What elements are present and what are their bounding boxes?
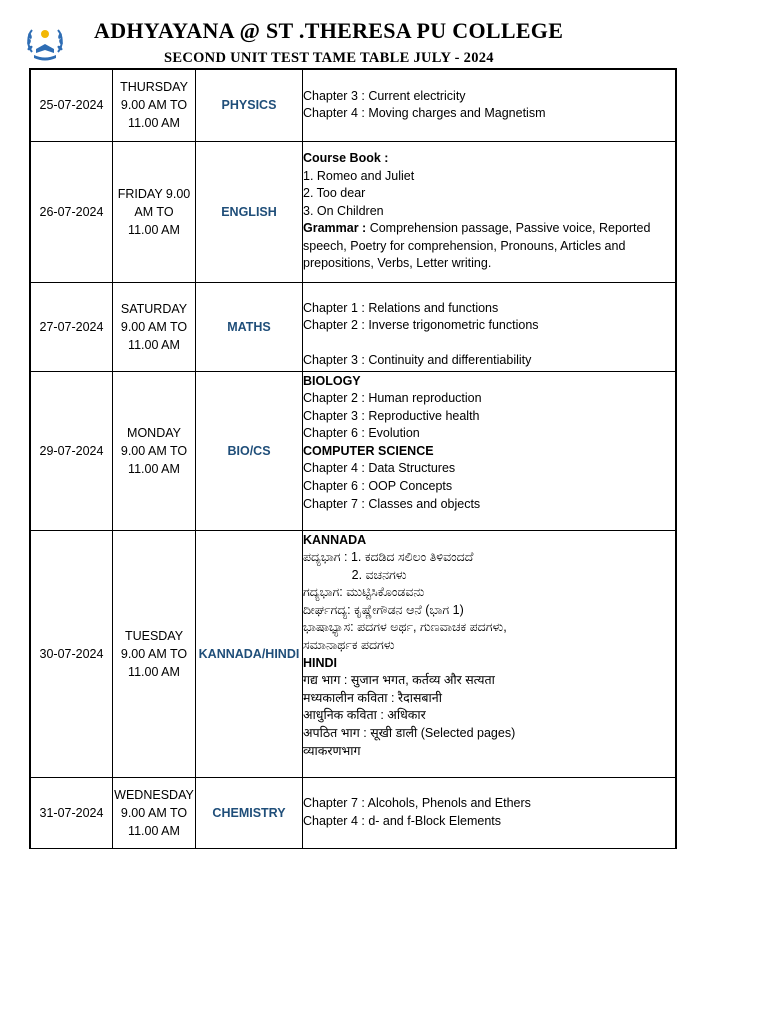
sun-icon bbox=[41, 30, 49, 38]
time-label: 9.00 AM TO bbox=[120, 646, 188, 661]
college-logo bbox=[24, 22, 66, 64]
timetable bbox=[29, 68, 677, 849]
syllabus-line: Chapter 4 : Data Structures bbox=[303, 461, 456, 476]
syllabus-line: 1. Romeo and Juliet bbox=[303, 168, 415, 183]
section-heading: COMPUTER SCIENCE bbox=[303, 443, 434, 458]
syllabus-line: Chapter 3 : Current electricity bbox=[303, 88, 466, 103]
syllabus-line: Chapter 6 : Evolution bbox=[303, 426, 420, 441]
time-label: AM TO bbox=[134, 204, 174, 219]
time-label: 9.00 AM TO bbox=[120, 805, 188, 820]
syllabus-cell bbox=[303, 371, 677, 530]
syllabus-line: ದೀರ್ಘಗದ್ಯ: ಕೃಷ್ಣೇಗೌಡನ ಆನೆ (ಭಾಗ 1) bbox=[303, 602, 464, 617]
syllabus-line: Chapter 4 : d- and f-Block Elements bbox=[303, 813, 502, 828]
syllabus-line: Chapter 7 : Classes and objects bbox=[303, 496, 481, 511]
syllabus-heading: Course Book : bbox=[303, 150, 389, 165]
exam-date: 25-07-2024 bbox=[30, 69, 113, 141]
section-heading: HINDI bbox=[303, 655, 338, 670]
exam-day-time bbox=[113, 777, 196, 848]
syllabus-cell bbox=[303, 141, 677, 282]
table-row bbox=[30, 530, 676, 777]
ribbon-icon bbox=[34, 55, 56, 61]
section-heading: KANNADA bbox=[303, 532, 367, 547]
syllabus-line: 2. ವಚನಗಳು bbox=[303, 567, 407, 582]
table-row bbox=[30, 371, 676, 530]
syllabus-line: मध्यकालीन कविता : रैदासबानी bbox=[303, 690, 442, 705]
grammar-label: Grammar : bbox=[303, 221, 367, 236]
table-row bbox=[30, 141, 676, 282]
subject-name: BIO/CS bbox=[196, 371, 303, 530]
exam-date: 29-07-2024 bbox=[30, 371, 113, 530]
time-end-label: 11.00 AM bbox=[128, 222, 180, 237]
time-end-label: 11.00 AM bbox=[128, 461, 180, 476]
time-label: 9.00 AM TO bbox=[120, 443, 188, 458]
syllabus-line: ಗದ್ಯಭಾಗ: ಮುಟ್ಟಿಸಿಕೊಂಡವನು bbox=[303, 585, 425, 600]
syllabus-line: अपठित भाग : सूखी डाली (Selected pages) bbox=[303, 726, 516, 741]
section-heading: BIOLOGY bbox=[303, 373, 361, 388]
day-label: FRIDAY 9.00 bbox=[117, 186, 191, 201]
syllabus-line: Chapter 1 : Relations and functions bbox=[303, 300, 499, 315]
subject-name: PHYSICS bbox=[196, 69, 303, 141]
syllabus-line: Chapter 3 : Continuity and differentiability bbox=[303, 352, 532, 367]
subject-name: ENGLISH bbox=[196, 141, 303, 282]
syllabus-line: ಪದ್ಯಭಾಗ : 1. ಕದಡಿದ ಸಲಿಲಂ ತಿಳಿವಂದದೆ bbox=[303, 550, 474, 565]
syllabus-line: ಭಾಷಾಭ್ಯಾಸ: ಪದಗಳ ಅರ್ಥ, ಗುಣವಾಚಕ ಪದಗಳು, bbox=[303, 620, 507, 635]
syllabus-line: Chapter 7 : Alcohols, Phenols and Ethers bbox=[303, 795, 531, 810]
time-end-label: 11.00 AM bbox=[128, 823, 180, 838]
syllabus-cell bbox=[303, 69, 677, 141]
exam-date: 27-07-2024 bbox=[30, 282, 113, 371]
day-label: TUESDAY bbox=[124, 628, 184, 643]
day-label: THURSDAY bbox=[120, 80, 188, 95]
book-icon bbox=[36, 44, 54, 53]
syllabus-line: ಸಮಾನಾರ್ಥಕ ಪದಗಳು bbox=[303, 638, 395, 653]
syllabus-cell bbox=[303, 777, 677, 848]
syllabus-line: व्याकरणभाग bbox=[303, 743, 361, 758]
page-title: ADHYAYANA @ ST .THERESA PU COLLEGE bbox=[94, 18, 564, 43]
exam-date: 26-07-2024 bbox=[30, 141, 113, 282]
grammar-paragraph bbox=[303, 220, 675, 273]
table-row bbox=[30, 282, 676, 371]
syllabus-line: आधुनिक कविता : अधिकार bbox=[303, 708, 426, 723]
table-row bbox=[30, 69, 676, 141]
exam-day-time bbox=[113, 69, 196, 141]
syllabus-line: गद्य भाग : सुजान भगत, कर्तव्य और सत्यता bbox=[303, 673, 495, 688]
subject-name: KANNADA/HINDI bbox=[196, 530, 303, 777]
day-label: WEDNESDAY bbox=[114, 787, 194, 802]
subject-name: MATHS bbox=[196, 282, 303, 371]
exam-date: 30-07-2024 bbox=[30, 530, 113, 777]
time-label: 9.00 AM TO bbox=[120, 98, 188, 113]
syllabus-line: Chapter 2 : Human reproduction bbox=[303, 391, 482, 406]
grammar-text: Comprehension passage, Passive voice, Reported speech, Poetry for comprehension, Pronouns, Articles and prepositions, Verbs, Letter writing. bbox=[303, 221, 651, 271]
time-label: 9.00 AM TO bbox=[120, 319, 188, 334]
exam-day-time bbox=[113, 141, 196, 282]
time-end-label: 11.00 AM bbox=[128, 337, 180, 352]
syllabus-line: Chapter 3 : Reproductive health bbox=[303, 408, 480, 423]
table-row bbox=[30, 777, 676, 848]
day-label: SATURDAY bbox=[120, 301, 188, 316]
syllabus-cell bbox=[303, 530, 677, 777]
time-end-label: 11.00 AM bbox=[128, 664, 180, 679]
exam-date: 31-07-2024 bbox=[30, 777, 113, 848]
page-subtitle: SECOND UNIT TEST TAME TABLE JULY - 2024 bbox=[164, 50, 494, 66]
syllabus-line: 2. Too dear bbox=[303, 186, 366, 201]
exam-day-time bbox=[113, 530, 196, 777]
syllabus-line: Chapter 4 : Moving charges and Magnetism bbox=[303, 106, 546, 121]
time-end-label: 11.00 AM bbox=[128, 116, 180, 131]
syllabus-line: 3. On Children bbox=[303, 203, 384, 218]
subject-name: CHEMISTRY bbox=[196, 777, 303, 848]
exam-day-time bbox=[113, 282, 196, 371]
syllabus-line: Chapter 2 : Inverse trigonometric functions bbox=[303, 318, 539, 333]
syllabus-line: Chapter 6 : OOP Concepts bbox=[303, 479, 453, 494]
exam-day-time bbox=[113, 371, 196, 530]
syllabus-cell bbox=[303, 282, 677, 371]
day-label: MONDAY bbox=[127, 425, 181, 440]
